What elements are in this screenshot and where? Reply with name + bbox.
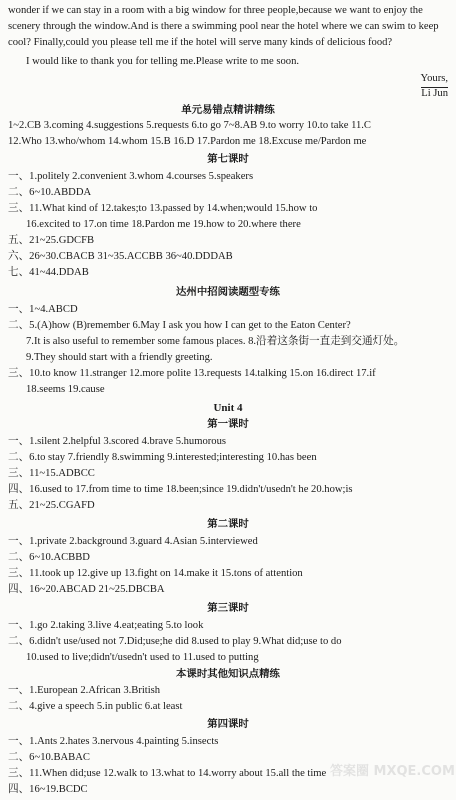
answer-line: 一、1~4.ABCD	[8, 304, 78, 315]
watermark: 答案圈 MXQE.COM	[330, 764, 455, 779]
letter-line: wonder if we can stay in a room with a big window for three people,because we want to enjoy the	[8, 5, 423, 16]
answer-line: 二、6~10.ACBBD	[8, 552, 90, 563]
answer-line: 四、16~20.ABCAD 21~25.DBCBA	[8, 584, 165, 595]
answer-line: 六、26~30.CBACB 31~35.ACCBB 36~40.DDDAB	[8, 251, 233, 262]
section-heading: 达州中招阅读题型专练	[176, 286, 280, 298]
answer-line: 16.excited to 17.on time 18.Pardon me 19.how to 20.where there	[26, 219, 301, 230]
section-heading: 本课时其他知识点精练	[176, 668, 280, 680]
answer-line: 9.They should start with a friendly greeting.	[26, 352, 213, 363]
answer-line: 五、21~25.GDCFB	[8, 235, 95, 246]
answer-line: 二、6~10.BABAC	[8, 752, 90, 763]
answer-line: 二、5.(A)how (B)remember 6.May I ask you how I can get to the Eaton Center?	[8, 320, 351, 331]
answer-line: 一、1.Ants 2.hates 3.nervous 4.painting 5.insects	[8, 736, 219, 747]
answer-line: 18.seems 19.cause	[26, 384, 105, 395]
section-heading: 单元易错点精讲精练	[181, 104, 275, 116]
letter-line: scenery through the window.And is there a swimming pool near the hotel where we can swim to keep	[8, 21, 439, 32]
unit-heading: Unit 4	[213, 402, 243, 414]
answer-line: 二、6.didn't use/used not 7.Did;use;he did 8.used to play 9.What did;use to do	[8, 636, 342, 647]
answer-line: 七、41~44.DDAB	[8, 267, 89, 278]
letter-line: I would like to thank you for telling me.Please write to me soon.	[26, 56, 300, 67]
section-heading: 第七课时	[207, 153, 249, 165]
answer-line: 五、21~25.CGAFD	[8, 500, 95, 511]
answer-line: 二、6~10.ABDDA	[8, 187, 92, 198]
answer-line: 1~2.CB 3.coming 4.suggestions 5.requests 6.to go 7~8.AB 9.to worry 10.to take 11.C	[8, 120, 372, 131]
answer-line: 12.Who 13.who/whom 14.whom 15.B 16.D 17.Pardon me 18.Excuse me/Pardon me	[8, 136, 367, 147]
section-heading: 第一课时	[207, 418, 249, 430]
section-heading: 第四课时	[207, 718, 249, 730]
answer-line: 7.It is also useful to remember some famous places. 8.沿着这条街一直走到交通灯处。	[26, 336, 405, 347]
answer-line: 三、10.to know 11.stranger 12.more polite 13.requests 14.talking 15.on 16.direct 17.if	[8, 368, 376, 379]
answer-line: 三、11.When did;use 12.walk to 13.what to 14.worry about 15.all the time	[8, 768, 327, 779]
letter-line: cool? Finally,could you please tell me if the hotel will serve many kinds of delicious food?	[8, 37, 393, 48]
answer-line: 三、11.took up 12.give up 13.fight on 14.make it 15.tons of attention	[8, 568, 303, 579]
answer-line: 三、11~15.ADBCC	[8, 468, 95, 479]
letter-closing: Yours,	[421, 72, 448, 88]
answer-line: 二、6.to stay 7.friendly 8.swimming 9.interested;interesting 10.has been	[8, 452, 317, 463]
answer-line: 10.used to live;didn't/usedn't used to 11.used to putting	[26, 652, 259, 663]
answer-line: 二、4.give a speech 5.in public 6.at least	[8, 701, 183, 712]
answer-line: 四、16.used to 17.from time to time 18.been;since 19.didn't/usedn't he 20.how;is	[8, 484, 353, 495]
answer-line: 三、11.What kind of 12.takes;to 13.passed by 14.when;would 15.how to	[8, 203, 318, 214]
answer-line: 一、1.go 2.taking 3.live 4.eat;eating 5.to look	[8, 620, 204, 631]
answer-line: 一、1.politely 2.convenient 3.whom 4.courses 5.speakers	[8, 171, 254, 182]
section-heading: 第二课时	[207, 518, 249, 530]
answer-line: 一、1.private 2.background 3.guard 4.Asian 5.interviewed	[8, 536, 258, 547]
answer-line: 一、1.silent 2.helpful 3.scored 4.brave 5.humorous	[8, 436, 227, 447]
section-heading: 第三课时	[207, 602, 249, 614]
answer-line: 四、16~19.BCDC	[8, 784, 88, 795]
answer-line: 一、1.European 2.African 3.British	[8, 685, 161, 696]
letter-signature: Li Jun	[421, 88, 448, 99]
